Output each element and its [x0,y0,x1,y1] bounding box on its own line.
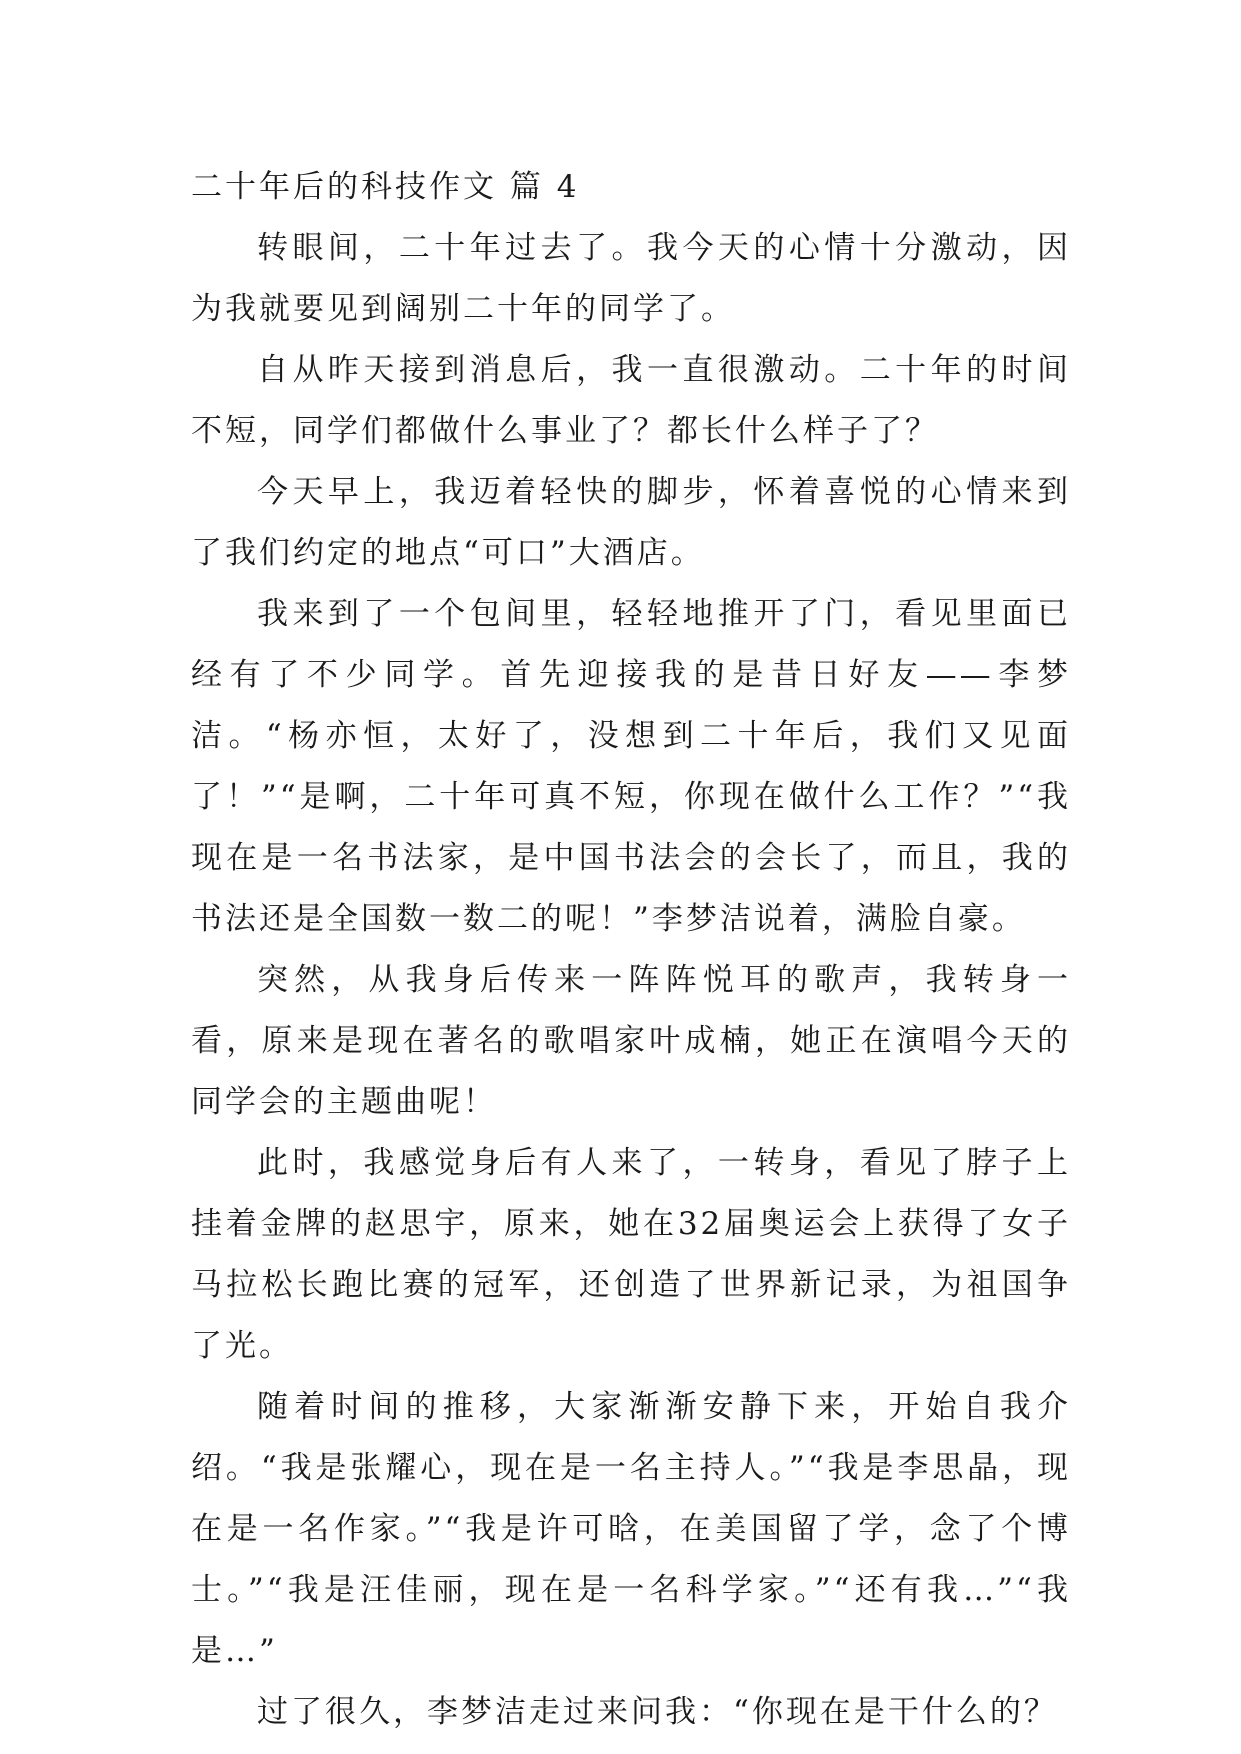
paragraph: 我来到了一个包间里，轻轻地推开了门，看见里面已经有了不少同学。首先迎接我的是昔日好友——李梦洁。“杨亦恒，太好了，没想到二十年后，我们又见面了！”“是啊，二十年可真不短，你现在做什么工作？”“我现在是一名书法家，是中国书法会的会长了，而且，我的书法还是全国数一数二的呢！”李梦洁说着，满脸自豪。 [191,596,1071,937]
document-body [191,157,1071,1743]
paragraph: 转眼间，二十年过去了。我今天的心情十分激动，因为我就要见到阔别二十年的同学了。 [191,230,1071,327]
paragraph: 过了很久，李梦洁走过来问我：“你现在是干什么的？ [257,1694,1058,1730]
paragraph: 今天早上，我迈着轻快的脚步，怀着喜悦的心情来到了我们约定的地点“可口”大酒店。 [191,474,1071,571]
paragraph: 自从昨天接到消息后，我一直很激动。二十年的时间不短，同学们都做什么事业了？都长什么样子了？ [191,352,1071,449]
paragraph: 突然，从我身后传来一阵阵悦耳的歌声，我转身一看，原来是现在著名的歌唱家叶成楠，她正在演唱今天的同学会的主题曲呢！ [191,962,1071,1120]
paragraph: 随着时间的推移，大家渐渐安静下来，开始自我介绍。“我是张耀心，现在是一名主持人。”“我是李思晶，现在是一名作家。”“我是许可晗，在美国留了学，念了个博士。”“我是汪佳丽，现在是一名科学家。”“还有我…”“我是…” [191,1389,1071,1669]
document-title: 二十年后的科技作文 篇 4 [191,169,580,205]
paragraph: 此时，我感觉身后有人来了，一转身，看见了脖子上挂着金牌的赵思宇，原来，她在32届奥运会上获得了女子马拉松长跑比赛的冠军，还创造了世界新记录，为祖国争了光。 [191,1145,1071,1364]
